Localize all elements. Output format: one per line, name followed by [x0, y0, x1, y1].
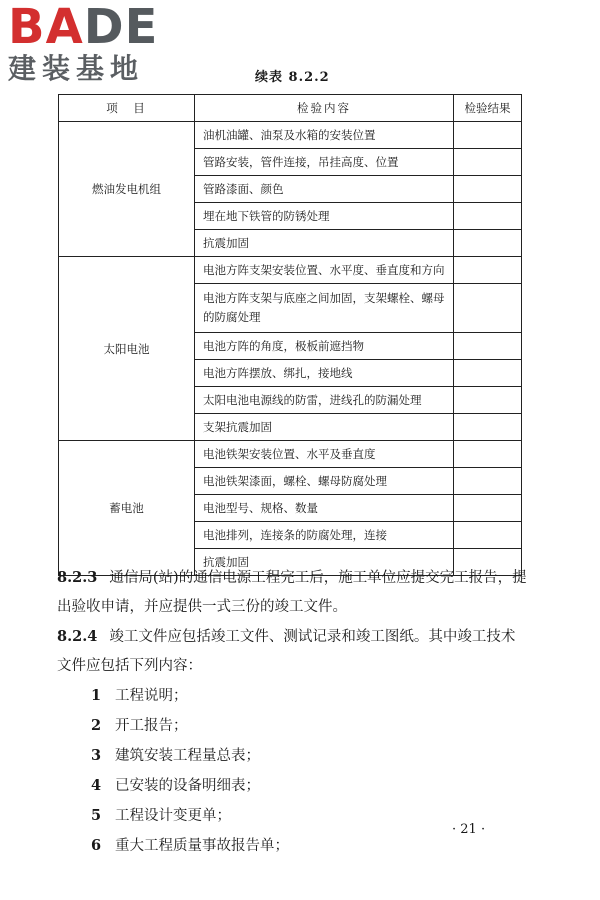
check-result — [454, 203, 522, 230]
check-content: 电池方阵支架与底座之间加固，支架螺栓、螺母的防腐处理 — [195, 284, 454, 333]
group-item-label: 太阳电池 — [59, 257, 195, 441]
check-content: 管路安装，管件连接，吊挂高度、位置 — [195, 149, 454, 176]
check-result — [454, 230, 522, 257]
clause-number: 8.2.3 — [57, 569, 98, 586]
header-result: 检验结果 — [454, 95, 522, 122]
check-content: 管路漆面、颜色 — [195, 176, 454, 203]
table-row — [59, 122, 522, 149]
check-content: 电池铁架安装位置、水平及垂直度 — [195, 441, 454, 468]
check-content: 电池方阵支架安装位置、水平度、垂直度和方向 — [195, 257, 454, 284]
clause-text: 竣工文件应包括竣工文件、测试记录和竣工图纸。其中竣工技术文件应包括下列内容： — [57, 629, 516, 674]
header-item: 项 目 — [59, 95, 195, 122]
group-item-label: 燃油发电机组 — [59, 122, 195, 257]
check-result — [454, 149, 522, 176]
list-number: 6 — [91, 837, 102, 854]
list-number: 5 — [91, 807, 102, 824]
check-result — [454, 333, 522, 360]
list-text: 已安装的设备明细表； — [115, 778, 260, 794]
check-content: 电池方阵的角度，极板前遮挡物 — [195, 333, 454, 360]
table-caption: 续表 8.2.2 — [255, 70, 330, 85]
check-result — [454, 122, 522, 149]
check-result — [454, 360, 522, 387]
check-result — [454, 176, 522, 203]
group-item-label: 蓄电池 — [59, 441, 195, 576]
check-content: 抗震加固 — [195, 549, 454, 576]
table-row — [59, 257, 522, 284]
check-content: 电池方阵摆放、绑扎，接地线 — [195, 360, 454, 387]
list-text: 工程说明； — [115, 688, 188, 704]
check-result — [454, 441, 522, 468]
list-item — [57, 771, 527, 801]
list-number: 1 — [91, 687, 102, 704]
check-content: 电池铁架漆面，螺栓、螺母防腐处理 — [195, 468, 454, 495]
clause-text: 通信局(站)的通信电源工程完工后，施工单位应提交完工报告，提出验收申请，并应提供一式三份的竣工文件。 — [57, 570, 527, 615]
header-content: 检验内容 — [195, 95, 454, 122]
check-content: 电池排列，连接条的防腐处理，连接 — [195, 522, 454, 549]
check-content: 太阳电池电源线的防雷，进线孔的防漏处理 — [195, 387, 454, 414]
logo-wordmark: BADE — [8, 0, 159, 55]
list-item — [57, 681, 527, 711]
inspection-table — [58, 94, 522, 576]
check-content: 埋在地下铁管的防锈处理 — [195, 203, 454, 230]
list-text: 重大工程质量事故报告单； — [115, 838, 289, 854]
list-number: 3 — [91, 747, 102, 764]
check-result — [454, 522, 522, 549]
list-text: 建筑安装工程量总表； — [115, 748, 260, 764]
table-row — [59, 441, 522, 468]
check-result — [454, 414, 522, 441]
list-item — [57, 741, 527, 771]
list-text: 开工报告； — [115, 718, 188, 734]
check-content: 电池型号、规格、数量 — [195, 495, 454, 522]
body-text — [57, 563, 527, 861]
check-content: 支架抗震加固 — [195, 414, 454, 441]
check-result — [454, 468, 522, 495]
check-result — [454, 495, 522, 522]
list-number: 4 — [91, 777, 102, 794]
check-result — [454, 284, 522, 333]
list-text: 工程设计变更单； — [115, 808, 231, 824]
check-content: 油机油罐、油泵及水箱的安装位置 — [195, 122, 454, 149]
check-result — [454, 387, 522, 414]
paragraph-8-2-4 — [57, 622, 527, 681]
list-number: 2 — [91, 717, 102, 734]
paragraph-8-2-3 — [57, 563, 527, 622]
table-header-row — [59, 95, 522, 122]
bade-logo — [8, 2, 188, 84]
page-number: · 21 · — [452, 822, 486, 837]
list-item — [57, 711, 527, 741]
check-result — [454, 257, 522, 284]
logo-subtitle: 建装基地 — [8, 52, 145, 85]
check-content: 抗震加固 — [195, 230, 454, 257]
clause-number: 8.2.4 — [57, 628, 98, 645]
